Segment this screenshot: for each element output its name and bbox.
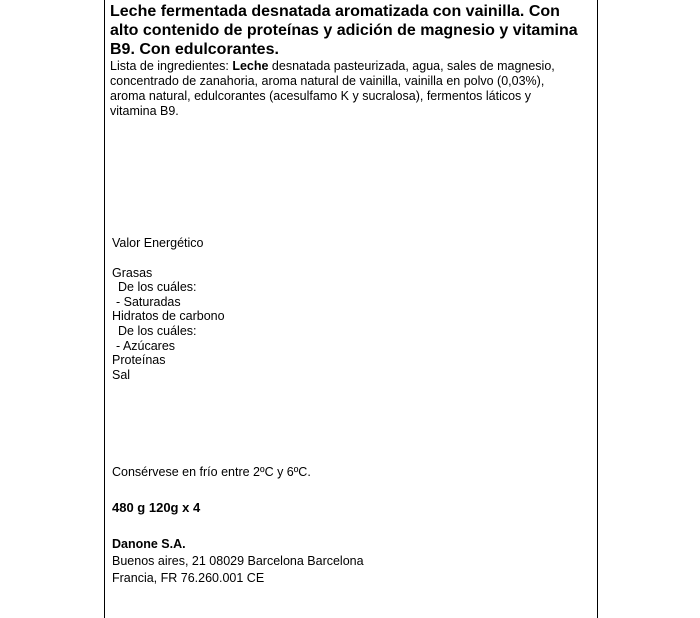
title-line-2: alto contenido de proteínas y adición de magnesio y vitamina <box>110 22 578 39</box>
company-name: Danone S.A. <box>112 537 186 551</box>
company-address: Buenos aires, 21 08029 Barcelona Barcelona <box>112 554 364 568</box>
storage-instructions: Consérvese en frío entre 2ºC y 6ºC. <box>112 465 311 479</box>
net-weight: 480 g 120g x 4 <box>112 500 201 515</box>
nutrition-row-label: De los cuáles: <box>118 324 197 338</box>
ingredients-line-1 <box>110 59 590 74</box>
company-country-id: Francia, FR 76.260.001 CE <box>112 571 265 585</box>
nutrition-row-label: De los cuáles: <box>118 280 197 294</box>
nutrition-row-label: Valor Energético <box>112 236 204 250</box>
title-line-3: B9. Con edulcorantes. <box>110 41 279 58</box>
nutrition-row-label: Sal <box>112 368 131 382</box>
ingredients-bold-word: Leche <box>232 59 269 73</box>
nutrition-row-label: Hidratos de carbono <box>112 309 225 323</box>
nutrition-row-label: - Saturadas <box>116 295 181 309</box>
ingredients-line-1-rest: desnatada pasteurizada, agua, sales de magnesio, <box>268 59 555 73</box>
ingredients-prefix: Lista de ingredientes: <box>110 59 233 73</box>
product-title <box>110 2 596 59</box>
ingredients-line-3: aroma natural, edulcorantes (acesulfamo K y sucralosa), fermentos láticos y <box>110 89 532 103</box>
nutrition-row-label: Proteínas <box>112 353 166 367</box>
nutrition-row-label: - Azúcares <box>116 339 176 353</box>
ingredients-line-4: vitamina B9. <box>110 104 179 118</box>
ingredients-list <box>110 59 590 119</box>
title-line-1: Leche fermentada desnatada aromatizada con vainilla. Con <box>110 3 560 20</box>
nutrition-row-label: Grasas <box>112 266 153 280</box>
company-info <box>112 536 364 587</box>
ingredients-line-2: concentrado de zanahoria, aroma natural de vainilla, vainilla en polvo (0,03%), <box>110 74 545 88</box>
